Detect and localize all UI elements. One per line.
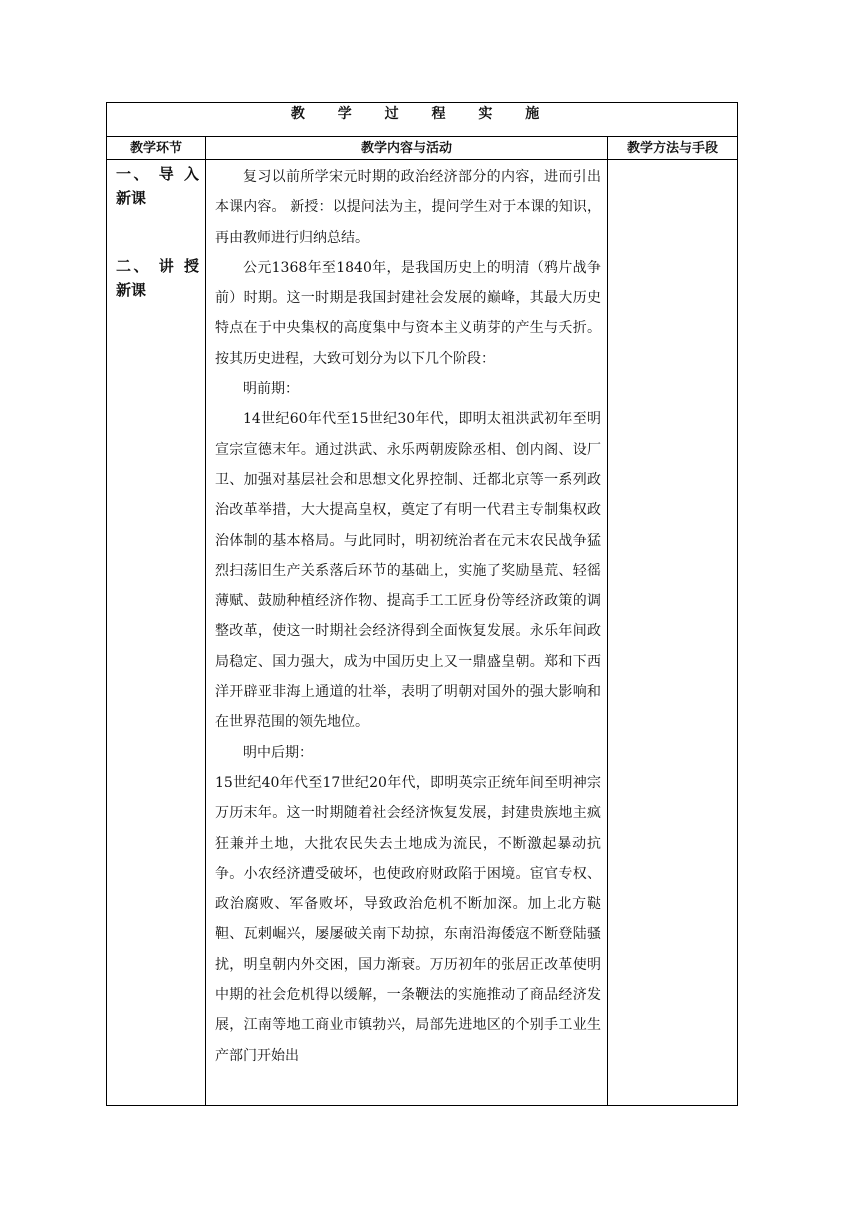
content-heading-early-ming: 明前期： [243, 381, 299, 398]
stage-intro-line2: 新课 [116, 189, 147, 207]
table-title: 教 学 过 程 实 施 [107, 103, 738, 137]
stage-lecture [116, 254, 199, 302]
stage-lecture-line1: 二、 讲 授 [116, 257, 199, 275]
header-content: 教学内容与活动 [206, 137, 608, 160]
stage-intro-line1: 一、 导 入 [116, 165, 199, 183]
content-paragraph-overview: 公元1368年至1840年，是我国历史上的明清（鸦片战争前）时期。这一时期是我国封建社会发展的巅峰，其最大历史特点在于中央集权的高度集中与资本主义萌芽的产生与夭折。按其历史进程，大致可划分为以下几个阶段： [215, 259, 601, 367]
stage-lecture-line2: 新课 [116, 281, 147, 299]
content-paragraph-review: 复习以前所学宋元时期的政治经济部分的内容，进而引出本课内容。 新授：以提问法为主，提问学生对于本课的知识，再由教师进行归纳总结。 [215, 169, 601, 246]
methods-cell [608, 160, 738, 1106]
teaching-process-table [106, 102, 738, 1106]
content-cell [206, 160, 608, 1106]
content-heading-mid-late-ming: 明中后期： [243, 744, 313, 761]
content-paragraph-early-ming: 14世纪60年代至15世纪30年代，即明太祖洪武初年至明宣宗宣德末年。通过洪武、永乐两朝废除丞相、创内阁、设厂卫、加强对基层社会和思想文化界控制、迁都北京等一系列政治改革举措，大大提高皇权，奠定了有明一代君主专制集权政治体制的基本格局。与此同时，明初统治者在元末农民战争猛烈扫荡旧生产关系落后环节的基础上，实施了奖励垦荒、轻徭薄赋、鼓励种植经济作物、提高手工工匠身份等经济政策的调整改革，使这一时期社会经济得到全面恢复发展。永乐年间政局稳定、国力强大，成为中国历史上又一鼎盛皇朝。郑和下西洋开辟亚非海上通道的壮举，表明了明朝对国外的强大影响和在世界范围的领先地位。 [215, 411, 601, 731]
header-stage: 教学环节 [107, 137, 206, 160]
stage-intro [116, 162, 199, 210]
stage-cell [107, 160, 206, 1106]
content-paragraph-mid-late-ming: 15世纪40年代至17世纪20年代，即明英宗正统年间至明神宗万历末年。这一时期随着社会经济恢复发展，封建贵族地主疯狂兼并土地，大批农民失去土地成为流民，不断激起暴动抗争。小农经济遭受破坏，也使政府财政陷于困境。宦官专权、政治腐败、军备败坏，导致政治危机不断加深。加上北方鞑靼、瓦剌崛兴，屡屡破关南下劫掠，东南沿海倭寇不断登陆骚扰，明皇朝内外交困，国力渐衰。万历初年的张居正改革使明中期的社会危机得以缓解，一条鞭法的实施推动了商品经济发展，江南等地工商业市镇勃兴，局部先进地区的个别手工业生产部门开始出 [215, 774, 601, 1064]
header-methods: 教学方法与手段 [608, 137, 738, 160]
